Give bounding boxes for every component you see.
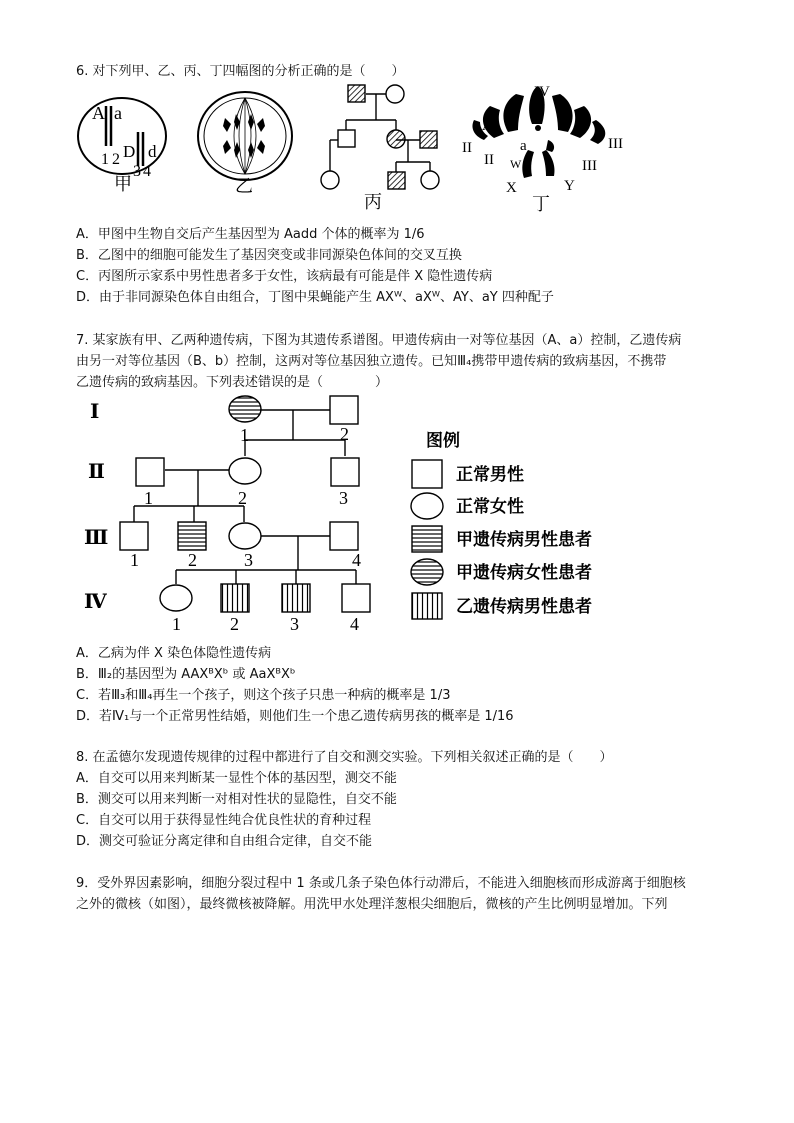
num-II2: 2 [238, 488, 247, 508]
jia-1: 1 [101, 151, 109, 168]
ding-A: A [482, 118, 493, 134]
q6-stem: 6. 对下列甲、乙、丙、丁四幅图的分析正确的是（ ） [76, 64, 405, 79]
num-IV1: 1 [172, 614, 181, 634]
q8-option-a: A．自交可以用来判断某一显性个体的基因型，测交不能 [76, 771, 397, 786]
figure-jia [74, 84, 174, 192]
q7-stem-line1: 7. 某家族有甲、乙两种遗传病，下图为其遗传系谱图。甲遗传病由一对等位基因（A、a）控制，乙遗传病 [76, 333, 682, 348]
q8-option-d: D．测交可验证分离定律和自由组合定律，自交不能 [76, 834, 373, 849]
bing-label: 丙 [364, 192, 382, 213]
q9-line1: 9．受外界因素影响，细胞分裂过程中 1 条或几条子染色体行动滞后，不能进入细胞核而形成游离于细胞核 [76, 876, 686, 891]
q7-stem-line3: 乙遗传病的致病基因。下列表述错误的是（ ） [76, 375, 389, 390]
jia-3: 3 [133, 163, 141, 180]
jia-a: a [114, 103, 122, 123]
ding-X: X [506, 180, 517, 196]
q9-line2: 之外的微核（如图），最终微核被降解。用洗甲水处理洋葱根尖细胞后，微核的产生比例明显增加。下列 [76, 897, 668, 912]
num-II1: 1 [144, 488, 153, 508]
ding-Y: Y [564, 178, 575, 194]
num-III3: 3 [244, 550, 253, 570]
ding-label: 丁 [532, 194, 550, 215]
jia-d: d [148, 142, 157, 161]
ding-II-left: II [462, 140, 472, 156]
jia-4: 4 [143, 163, 151, 180]
q8-stem: 8. 在孟德尔发现遗传规律的过程中都进行了自交和测交实验。下列相关叙述正确的是（ ） [76, 750, 613, 765]
legend-normal-female: 正常女性 [456, 497, 524, 517]
ding-III-right2: III [582, 158, 597, 174]
ding-III-right: III [608, 136, 623, 152]
q6-option-d: D．由于非同源染色体自由组合，丁图中果蝇能产生 AXᵂ、aXᵂ、AY、aY 四种配子 [76, 290, 554, 305]
num-IV4: 4 [350, 614, 359, 634]
legend-jia-female: 甲遗传病女性患者 [456, 563, 592, 583]
yi-label: 乙 [235, 176, 253, 196]
num-II3: 3 [339, 488, 348, 508]
ding-IV: IV [534, 84, 550, 100]
q7-option-d: D．若Ⅳ₁与一个正常男性结婚，则他们生一个患乙遗传病男孩的概率是 1/16 [76, 709, 514, 724]
q6-option-a: A．甲图中生物自交后产生基因型为 Aadd 个体的概率为 1/6 [76, 227, 425, 242]
gen-III: Ⅲ [84, 527, 109, 549]
jia-A: A [92, 103, 105, 123]
gen-IV: Ⅳ [84, 591, 107, 613]
ding-W: W [510, 157, 522, 171]
num-III2: 2 [188, 550, 197, 570]
ding-II-left2: II [484, 152, 494, 168]
q7-option-c: C．若Ⅲ₃和Ⅲ₄再生一个孩子，则这个孩子只患一种病的概率是 1/3 [76, 688, 451, 703]
figure-ding [458, 80, 638, 216]
num-III4: 4 [352, 550, 361, 570]
figure-yi [193, 84, 303, 196]
legend-yi-male: 乙遗传病男性患者 [456, 597, 592, 617]
jia-label: 甲 [114, 174, 132, 192]
q7-stem-line2: 由另一对等位基因（B、b）控制，这两对等位基因独立遗传。已知Ⅲ₄携带甲遗传病的致病基因，不携带 [76, 354, 667, 369]
num-IV2: 2 [230, 614, 239, 634]
gen-I: Ⅰ [90, 401, 100, 423]
num-IV3: 3 [290, 614, 299, 634]
num-I2: 2 [340, 424, 349, 444]
q7-option-a: A．乙病为伴 X 染色体隐性遗传病 [76, 646, 272, 661]
q8-option-b: B．测交可以用来判断一对相对性状的显隐性，自交不能 [76, 792, 397, 807]
legend-jia-male: 甲遗传病男性患者 [456, 530, 592, 550]
num-I1: 1 [240, 425, 249, 445]
jia-D: D [123, 142, 136, 161]
gen-II: Ⅱ [88, 461, 105, 483]
q6-option-b: B．乙图中的细胞可能发生了基因突变或非同源染色体间的交叉互换 [76, 248, 462, 263]
figure-bing [312, 82, 448, 214]
pedigree-chart [80, 392, 720, 637]
num-III1: 1 [130, 550, 139, 570]
q6-option-c: C．丙图所示家系中男性患者多于女性，该病最有可能是伴 X 隐性遗传病 [76, 269, 493, 284]
ding-a: a [520, 138, 527, 154]
jia-2: 2 [112, 151, 120, 168]
legend-title: 图例 [426, 431, 460, 451]
legend-normal-male: 正常男性 [456, 465, 524, 485]
q8-option-c: C．自交可以用于获得显性纯合优良性状的育种过程 [76, 813, 372, 828]
q7-option-b: B．Ⅲ₂的基因型为 AAXᴮXᵇ 或 AaXᴮXᵇ [76, 667, 296, 682]
